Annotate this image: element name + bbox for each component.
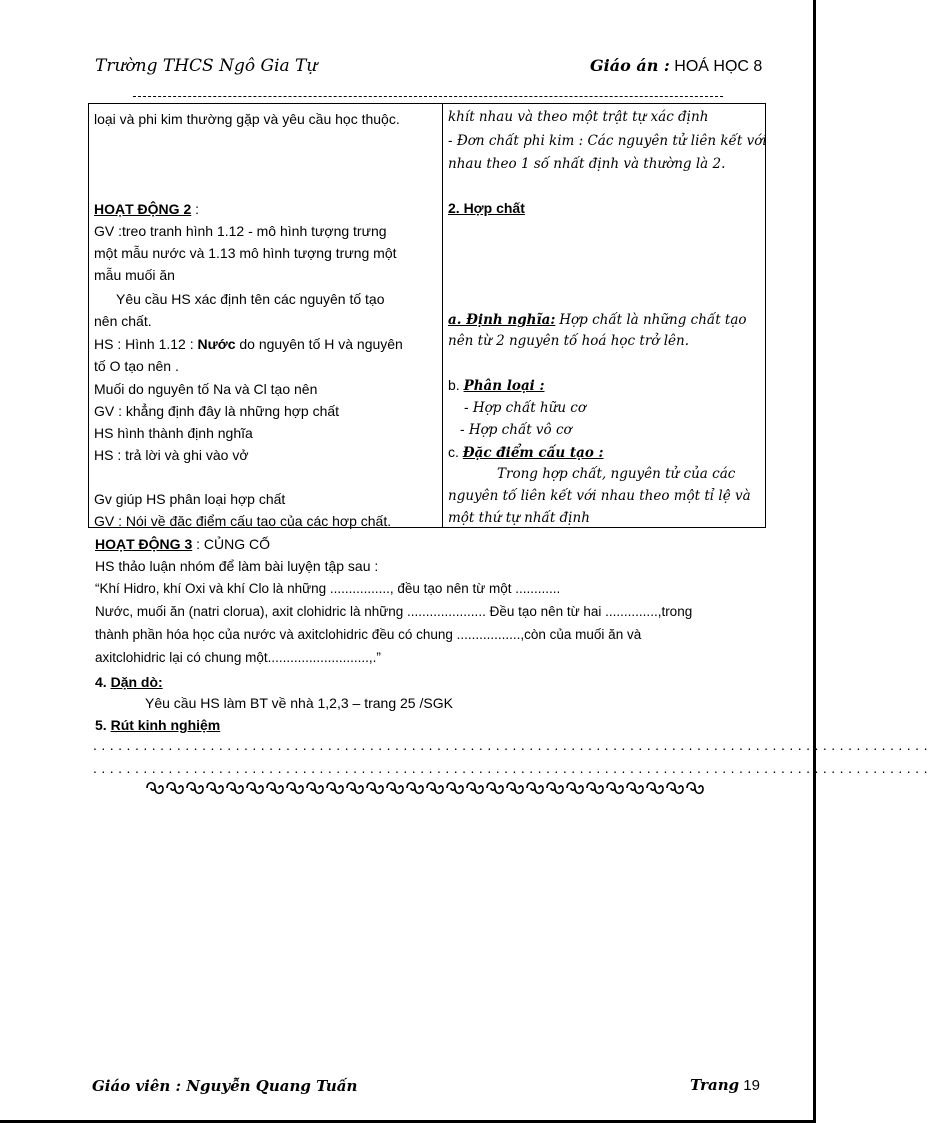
hs-prefix: HS : Hình 1.12 : xyxy=(94,336,194,352)
left-line-gv-1: GV :treo tranh hình 1.12 - mô hình tượng trưng xyxy=(94,223,387,239)
experience-dots-2: .................................................................................................... xyxy=(93,760,932,776)
ornament-curl xyxy=(367,783,383,794)
exercise-line-3: thành phần hóa học của nước và axitclohidric đều có chung .................,còn của muối ăn và xyxy=(95,627,642,642)
structure-heading xyxy=(448,441,604,464)
ornament-curl xyxy=(467,783,483,794)
ornament-curl xyxy=(167,783,183,794)
definition-text-2: nên từ 2 nguyên tố hoá học trở lên. xyxy=(448,333,689,349)
definition-label: a. Định nghĩa: xyxy=(448,312,556,328)
ornament-curl xyxy=(227,783,243,794)
activity2-heading xyxy=(94,198,199,220)
water-term: Nước xyxy=(197,336,236,352)
ornament-curl xyxy=(507,783,523,794)
left-line-hs-2: tố O tạo nên . xyxy=(94,358,179,374)
ornament-curl xyxy=(327,783,343,794)
left-line-hs-answer: HS : trả lời và ghi vào vở xyxy=(94,447,249,463)
homework-number: 4. xyxy=(95,674,107,690)
page-footer xyxy=(690,1076,760,1094)
ornament-curl xyxy=(147,783,163,794)
left-line-hs-1 xyxy=(94,333,403,355)
structure-text-3: một thứ tự nhất định xyxy=(448,510,590,526)
lesson-table xyxy=(88,103,766,528)
lesson-header xyxy=(590,56,762,76)
ornament-curl xyxy=(607,783,623,794)
left-line-gv-3: mẫu muối ăn xyxy=(94,267,175,283)
ornament-curl xyxy=(567,783,583,794)
ornament-curl xyxy=(187,783,203,794)
header-divider xyxy=(133,96,723,97)
left-line-gv-classify: Gv giúp HS phân loại hợp chất xyxy=(94,491,286,507)
left-line-gv-structure: GV : Nói về đặc điểm cấu tạo của các hợp chất. xyxy=(94,513,392,529)
activity2-title: HOẠT ĐỘNG 2 xyxy=(94,201,192,217)
ornament-curl xyxy=(407,783,423,794)
ornament-pattern xyxy=(147,783,703,794)
classification-prefix: b. xyxy=(448,377,460,393)
experience-dots-1: .................................................................................................... xyxy=(93,737,932,753)
page-number: 19 xyxy=(743,1077,760,1094)
activity3-title: HOẠT ĐỘNG 3 xyxy=(95,536,193,552)
ornament-curl xyxy=(427,783,443,794)
left-line-task-1: Yêu cầu HS xác định tên các nguyên tố tạo xyxy=(116,291,385,307)
ornament-curl xyxy=(527,783,543,794)
activity3-heading xyxy=(95,533,270,555)
structure-text-2: nguyên tố liên kết với nhau theo một tỉ lệ và xyxy=(448,488,751,504)
experience-title: Rút kinh nghiệm xyxy=(110,717,221,733)
left-line-salt: Muối do nguyên tố Na và Cl tạo nên xyxy=(94,381,318,397)
structure-label: Đặc điểm cấu tạo : xyxy=(462,445,604,461)
ornament-curl xyxy=(387,783,403,794)
activity3-instruction: HS thảo luận nhóm để làm bài luyện tập sau : xyxy=(95,558,379,574)
hs-rest: do nguyên tố H và nguyên xyxy=(239,336,403,352)
exercise-line-4: axitclohidric lại có chung một...........................,.” xyxy=(95,650,381,665)
definition-text-1: Hợp chất là những chất tạo xyxy=(559,312,747,328)
ornament-curl xyxy=(247,783,263,794)
left-line-1: loại và phi kim thường gặp và yêu cầu học thuộc. xyxy=(94,111,400,127)
exercise-line-2: Nước, muối ăn (natri clorua), axit clohidric là những ..................... Đều tạo nên từ hai ..............,trong xyxy=(95,604,693,619)
classification-label: Phân loại : xyxy=(463,378,545,394)
homework-text: Yêu cầu HS làm BT về nhà 1,2,3 – trang 25 /SGK xyxy=(145,695,453,711)
ornament-curl xyxy=(487,783,503,794)
school-name: Trường THCS Ngô Gia Tự xyxy=(95,56,318,76)
definition-line-1 xyxy=(448,308,747,331)
ornament-curl xyxy=(587,783,603,794)
right-line-2: - Đơn chất phi kim : Các nguyên tử liên kết với xyxy=(448,133,767,149)
left-line-gv-2: một mẫu nước và 1.13 mô hình tượng trưng một xyxy=(94,245,397,261)
homework-heading xyxy=(95,671,163,693)
structure-prefix: c. xyxy=(448,444,459,460)
ornament-curl xyxy=(307,783,323,794)
ornament-curl xyxy=(647,783,663,794)
classification-inorganic: - Hợp chất vô cơ xyxy=(460,422,572,438)
ornament-curl xyxy=(547,783,563,794)
exercise-line-1: “Khí Hidro, khí Oxi và khí Clo là những ................, đều tạo nên từ một ............ xyxy=(95,581,561,596)
teacher-name: Giáo viên : Nguyễn Quang Tuấn xyxy=(92,1077,358,1095)
lesson-label: Giáo án : xyxy=(590,56,670,75)
classification-organic: - Hợp chất hữu cơ xyxy=(464,400,586,416)
subject-name: HOÁ HỌC 8 xyxy=(674,58,763,75)
experience-heading xyxy=(95,714,220,736)
section-compound: 2. Hợp chất xyxy=(448,200,525,216)
ornament-border xyxy=(145,778,705,798)
right-line-1: khít nhau và theo một trật tự xác định xyxy=(448,109,709,125)
left-line-gv-confirm: GV : khẳng định đây là những hợp chất xyxy=(94,403,340,419)
ornament-curl xyxy=(627,783,643,794)
column-divider xyxy=(442,104,443,527)
ornament-curl xyxy=(267,783,283,794)
right-line-3: nhau theo 1 số nhất định và thường là 2. xyxy=(448,156,726,172)
left-line-hs-define: HS hình thành định nghĩa xyxy=(94,425,253,441)
structure-text-1: Trong hợp chất, nguyên tử của các xyxy=(497,466,736,482)
activity2-colon: : xyxy=(195,201,200,217)
classification-heading xyxy=(448,374,545,397)
experience-number: 5. xyxy=(95,717,107,733)
left-line-task-2: nên chất. xyxy=(94,313,152,329)
ornament-curl xyxy=(347,783,363,794)
page-label: Trang xyxy=(690,1076,740,1094)
activity3-suffix: : CỦNG CỐ xyxy=(196,536,271,552)
ornament-curl xyxy=(207,783,223,794)
ornament-curl xyxy=(687,783,703,794)
ornament-curl xyxy=(667,783,683,794)
homework-title: Dặn dò: xyxy=(110,674,163,690)
ornament-curl xyxy=(447,783,463,794)
ornament-curl xyxy=(287,783,303,794)
